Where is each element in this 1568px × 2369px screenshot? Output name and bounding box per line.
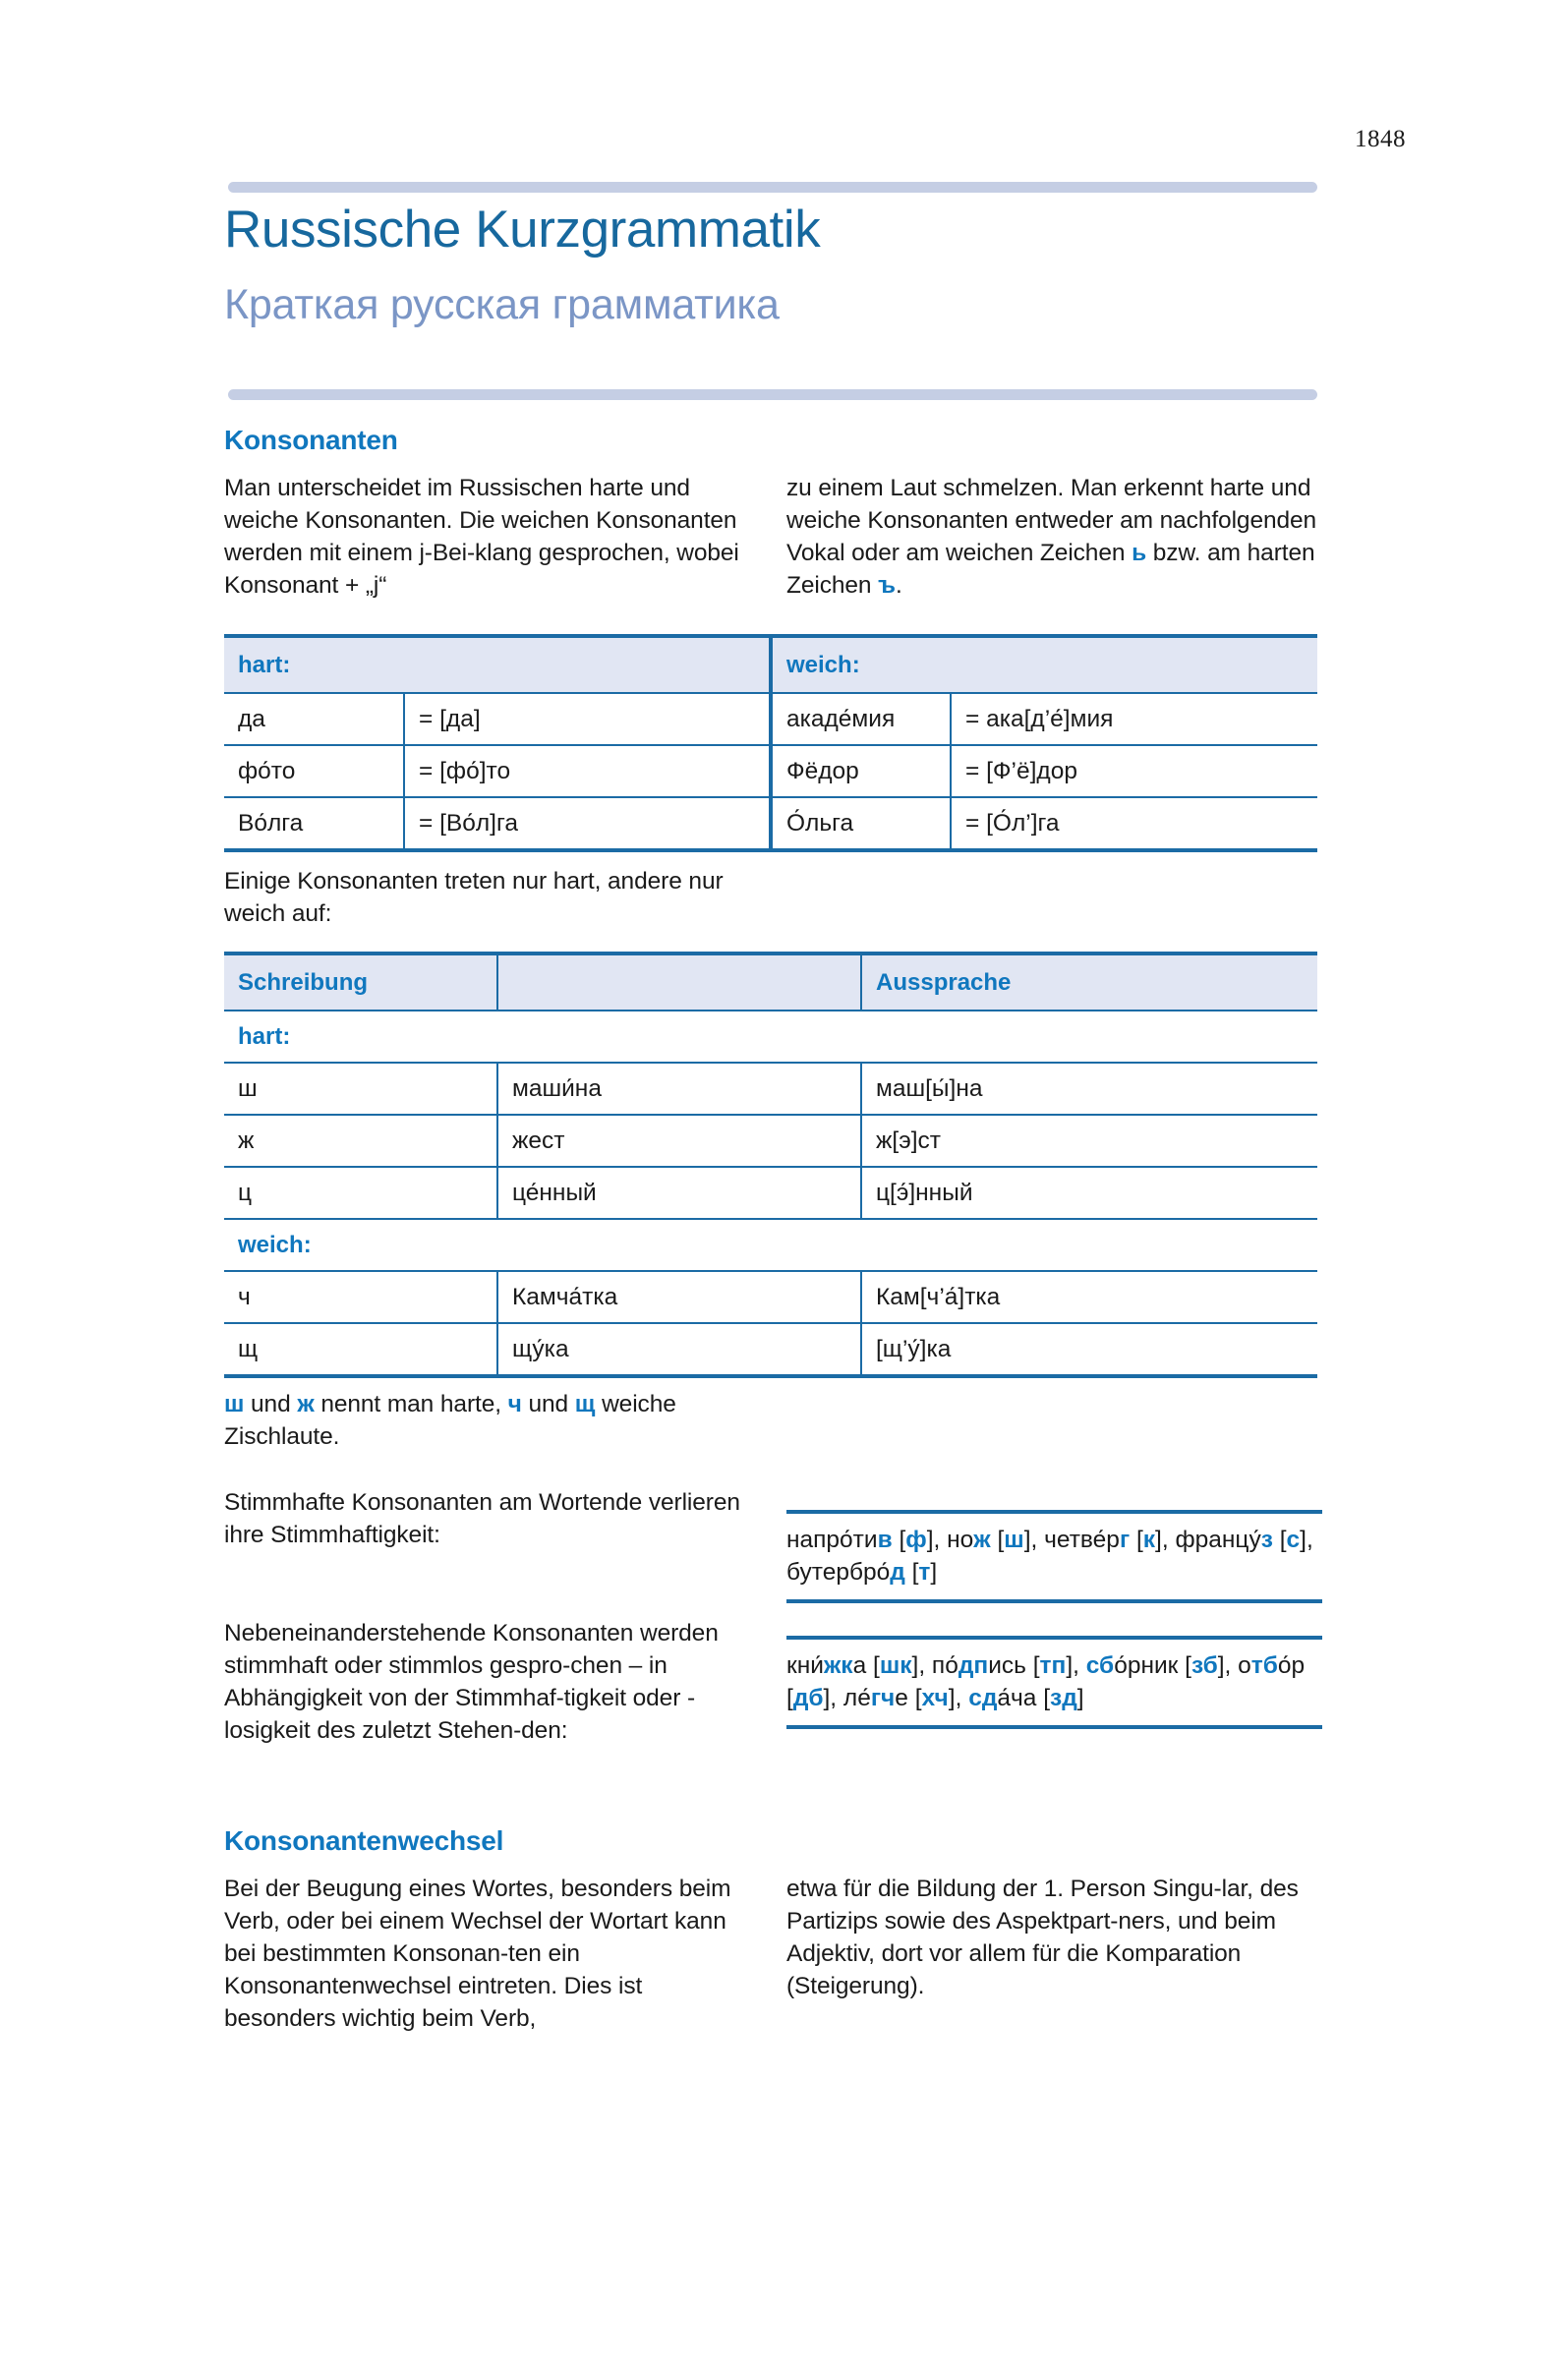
table1-r0-c1: = [да] — [419, 706, 481, 732]
table1-r2-c1: = [Во́л]га — [419, 810, 519, 837]
example-box-assimilation-run-23: зд — [1050, 1685, 1077, 1711]
table2-header-empty — [498, 955, 860, 1010]
table1-r1-c1: = [фо́]то — [419, 758, 511, 784]
zischlaute-paragraph — [224, 1388, 760, 1453]
intro-right-part-3: . — [895, 572, 902, 599]
table-row-group-hart — [224, 1011, 1317, 1063]
example-box-wortende-run-10: [ — [1130, 1527, 1143, 1553]
table2-group-hart: hart: — [238, 1023, 291, 1050]
example-box-wortende-run-13: з — [1260, 1527, 1273, 1553]
example-box-assimilation-run-14: о́р [ — [786, 1652, 1306, 1711]
table1-r2-c0: Во́лга — [238, 810, 304, 837]
example-box-assimilation-run-1: жк — [823, 1652, 853, 1679]
zischlaute-t4: weiche Zischlaute. — [224, 1391, 676, 1450]
title-rule-top — [228, 182, 1317, 193]
table-row — [224, 693, 1317, 745]
table2-hart-r2-c2: ц[э́]нный — [876, 1180, 973, 1206]
example-box-assimilation-run-16: ], ле́ — [823, 1685, 871, 1711]
table1-r1-c2: Фёдор — [786, 758, 859, 784]
example-box-assimilation-run-20: ], — [948, 1685, 969, 1711]
table-hart-weich — [224, 634, 1317, 852]
paragraph-after-table1: Einige Konsonanten treten nur hart, andere nur weich auf: — [224, 868, 724, 927]
letter-sha: ш — [224, 1391, 245, 1417]
page-number: 1848 — [1355, 126, 1406, 152]
table1-r0-c0: да — [238, 706, 265, 732]
example-box-assimilation-run-21: сд — [968, 1685, 998, 1711]
section-heading-konsonantenwechsel: Konsonantenwechsel — [224, 1825, 504, 1856]
table1-r1-c0: фо́то — [238, 758, 296, 784]
example-box-assimilation-run-8: ], — [1066, 1652, 1086, 1679]
table1-header-weich: weich: — [786, 652, 860, 678]
example-box-wortende-run-18: [ — [904, 1559, 919, 1586]
example-box-wortende-run-11: к — [1142, 1527, 1156, 1553]
table2-hart-r1-c2: ж[э]ст — [876, 1127, 941, 1154]
table-row — [224, 1063, 1317, 1115]
table-row — [224, 1115, 1317, 1167]
table-row — [224, 797, 1317, 850]
example-box-assimilation-run-4: ], по́ — [911, 1652, 958, 1679]
example-box-assimilation-run-11: зб — [1191, 1652, 1218, 1679]
example-box-wortende-run-9: г — [1119, 1527, 1131, 1553]
table2-hart-r0-c2: маш[ы́]на — [876, 1075, 983, 1102]
table2-hart-r0-c0: ш — [238, 1075, 258, 1102]
stimmhafte-paragraph: Stimmhafte Konsonanten am Wortende verlieren ihre Stimmhaftigkeit: — [224, 1489, 740, 1548]
table1-r1-c3: = [Ф’ё]дор — [965, 758, 1077, 784]
example-box-wortende-run-16: ], бутербро́ — [786, 1527, 1313, 1586]
example-box-assimilation-run-19: хч — [921, 1685, 949, 1711]
example-box-assimilation-run-12: ], о — [1217, 1652, 1251, 1679]
example-box-wortende-run-15: с — [1286, 1527, 1301, 1553]
konsonantenwechsel-right: etwa für die Bildung der 1. Person Singu-lar, des Partizips sowie des Aspektpart-ners, und beim Adjektiv, dort vor allem für die Komparation (Steigerung). — [786, 1876, 1299, 1999]
example-box-assimilation-run-7: тп — [1039, 1652, 1067, 1679]
hard-sign-glyph: ъ — [878, 572, 896, 599]
example-box-wortende-run-5: ж — [973, 1527, 991, 1553]
zischlaute-t1: und — [244, 1391, 298, 1417]
table1-r2-c2: О́льга — [786, 810, 854, 837]
example-box-wortende-run-8: ], четве́р — [1023, 1527, 1120, 1553]
example-box-assimilation-run-10: о́рник [ — [1114, 1652, 1191, 1679]
example-box-assimilation-run-15: дб — [792, 1685, 824, 1711]
example-box-assimilation-run-3: шк — [879, 1652, 912, 1679]
table2-hart-r1-c1: жест — [512, 1127, 565, 1154]
table2-header-aussprache: Aussprache — [876, 969, 1012, 996]
example-box-assimilation-run-2: а [ — [852, 1652, 880, 1679]
example-box-assimilation-run-9: сб — [1085, 1652, 1115, 1679]
table2-weich-r1-c0: щ — [238, 1336, 259, 1362]
letter-zhe: ж — [297, 1391, 315, 1417]
table-row-header — [224, 953, 1317, 1011]
example-box-wortende-run-17: д — [890, 1559, 905, 1586]
example-box-wortende-run-0: напро́ти — [786, 1527, 878, 1553]
konsonantenwechsel-left: Bei der Beugung eines Wortes, besonders beim Verb, oder bei einem Wechsel der Wortart kann bei bestimmten Konsonan-ten ein Konsonantenwechsel eintreten. Dies ist besonders wichtig beim Verb, — [224, 1876, 731, 2032]
example-box-assimilation-run-0: кни́ — [786, 1652, 824, 1679]
table2-header-schreibung: Schreibung — [238, 969, 369, 996]
intro-paragraph-right — [786, 472, 1322, 602]
table-row-header — [224, 636, 1317, 693]
table2-group-weich: weich: — [238, 1232, 312, 1258]
table-row — [224, 1323, 1317, 1376]
table2-weich-r0-c2: Кам[ч’а́]тка — [876, 1284, 1001, 1310]
zischlaute-t2: nennt man harte, — [314, 1391, 508, 1417]
table2-weich-r1-c2: [щ’у́]ка — [876, 1336, 952, 1362]
table-schreibung-aussprache — [224, 952, 1317, 1378]
example-box-assimilation-run-6: ись [ — [988, 1652, 1040, 1679]
table-row — [224, 745, 1317, 797]
table1-r0-c3: = ака[д’е́]мия — [965, 706, 1114, 732]
title-rule-bottom — [228, 389, 1317, 400]
example-box-assimilation-run-13: тб — [1250, 1652, 1278, 1679]
table1-r0-c2: акаде́мия — [786, 706, 896, 732]
page-title: Russische Kurzgrammatik — [224, 201, 821, 259]
example-box-assimilation-run-5: дп — [958, 1652, 989, 1679]
intro-paragraph-left: Man unterscheidet im Russischen harte und weiche Konsonanten. Die weichen Konsonanten werden mit einem j-Bei-klang gesprochen, wobei Konsonant + „j“ — [224, 475, 739, 599]
example-box-wortende-run-6: [ — [990, 1527, 1005, 1553]
table2-hart-r0-c1: маши́на — [512, 1075, 602, 1102]
table2-weich-r0-c1: Камча́тка — [512, 1284, 618, 1310]
page-subtitle: Краткая русская грамматика — [224, 281, 780, 328]
table2-hart-r2-c0: ц — [238, 1180, 253, 1206]
example-box-wortende-run-3: ф — [905, 1527, 927, 1553]
letter-shcha: щ — [574, 1391, 596, 1417]
nebeneinander-paragraph: Nebeneinanderstehende Konsonanten werden stimmhaft oder stimmlos gespro-chen – in Abhängigkeit von der Stimmhaf-tigkeit oder -losigkeit des zuletzt Stehen-den: — [224, 1620, 719, 1744]
soft-sign-glyph: ь — [1132, 540, 1147, 566]
table1-r2-c3: = [О́л’]га — [965, 810, 1060, 837]
example-box-wortende-run-2: [ — [892, 1527, 906, 1553]
example-box-assimilation-run-17: гч — [870, 1685, 896, 1711]
table2-hart-r2-c1: це́нный — [512, 1180, 597, 1206]
example-box-wortende-run-20: ] — [930, 1559, 938, 1586]
intro-right-part-2: bzw. am harten Zeichen — [786, 540, 1315, 599]
table2-hart-r1-c0: ж — [238, 1127, 255, 1154]
table2-weich-r1-c1: щу́ка — [512, 1336, 569, 1362]
example-box-wortende-run-19: т — [918, 1559, 931, 1586]
example-box-wortende — [786, 1510, 1322, 1603]
example-box-wortende-run-4: ], но — [926, 1527, 974, 1553]
section-heading-konsonanten: Konsonanten — [224, 425, 398, 455]
table2-weich-r0-c0: ч — [238, 1284, 251, 1310]
example-box-assimilation-run-22: а́ча [ — [997, 1685, 1051, 1711]
example-box-assimilation-run-24: ] — [1076, 1685, 1084, 1711]
example-box-wortende-run-12: ], францу́ — [1155, 1527, 1261, 1553]
table1-header-hart: hart: — [238, 652, 291, 678]
intro-right-part-1: zu einem Laut schmelzen. Man erkennt harte und weiche Konsonanten entweder am nachfolgenden Vokal oder am weichen Zeichen — [786, 475, 1317, 566]
table-row — [224, 1167, 1317, 1219]
zischlaute-t3: und — [521, 1391, 575, 1417]
example-box-wortende-run-14: [ — [1272, 1527, 1287, 1553]
table-row — [224, 1271, 1317, 1323]
table-row-group-weich — [224, 1219, 1317, 1271]
letter-che: ч — [507, 1391, 522, 1417]
example-box-assimilation — [786, 1636, 1322, 1729]
example-box-assimilation-run-18: е [ — [895, 1685, 922, 1711]
example-box-wortende-run-7: ш — [1004, 1527, 1024, 1553]
example-box-wortende-run-1: в — [877, 1527, 893, 1553]
